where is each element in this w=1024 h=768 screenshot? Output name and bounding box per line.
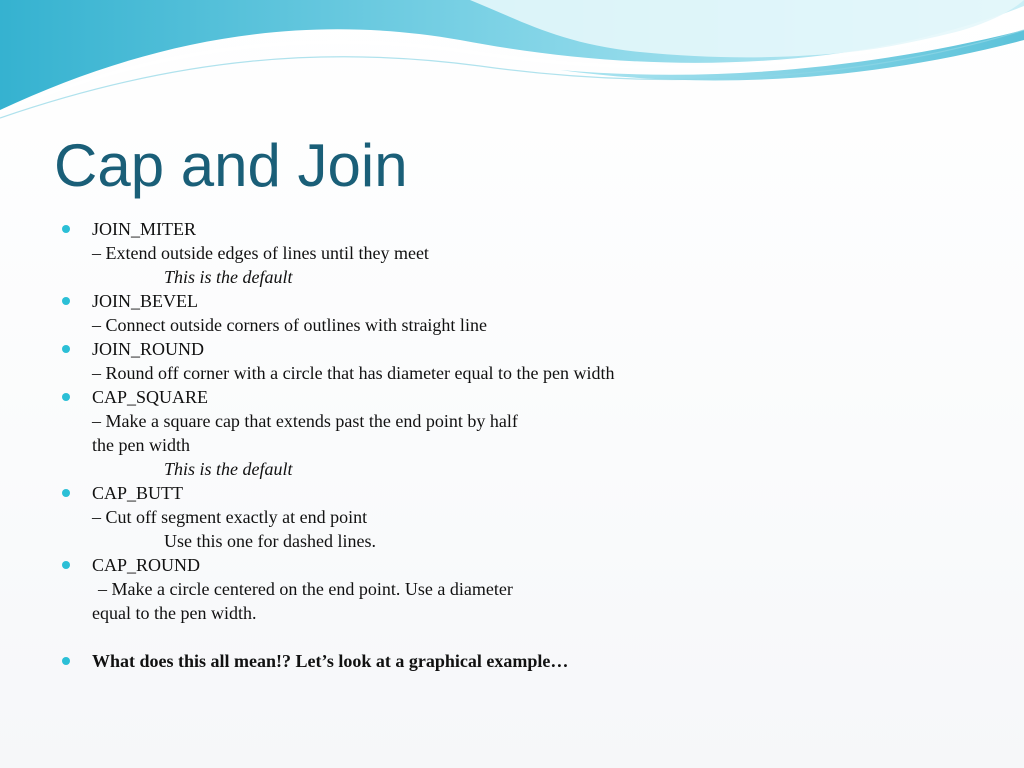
bullet-heading: CAP_SQUARE (92, 387, 209, 407)
bullet-cap-square (60, 385, 990, 481)
bullet-heading: What does this all mean!? Let’s look at a graphical example… (92, 651, 569, 671)
bullet-description-continued: equal to the pen width. (92, 603, 257, 623)
bullet-description: – Round off corner with a circle that has diameter equal to the pen width (92, 363, 615, 383)
bullet-heading: JOIN_ROUND (92, 339, 204, 359)
bullet-note: Use this one for dashed lines. (164, 531, 376, 551)
header-wave-decoration (0, 0, 1024, 130)
bullet-note: This is the default (164, 459, 293, 479)
bullet-list (60, 217, 990, 673)
bullet-description: – Make a square cap that extends past the end point by half (92, 411, 518, 431)
bullet-description: – Cut off segment exactly at end point (92, 507, 368, 527)
bullet-description: – Extend outside edges of lines until they meet (92, 243, 429, 263)
bullet-dot-icon (62, 657, 70, 665)
bullet-description: – Connect outside corners of outlines with straight line (92, 315, 487, 335)
bullet-note: This is the default (164, 267, 293, 287)
spacer (60, 625, 990, 649)
bullet-join-miter (60, 217, 990, 289)
bullet-question (60, 649, 990, 673)
bullet-dot-icon (62, 489, 70, 497)
bullet-heading: CAP_ROUND (92, 555, 201, 575)
bullet-join-round (60, 337, 990, 385)
bullet-description-continued: the pen width (92, 435, 190, 455)
bullet-heading: JOIN_BEVEL (92, 291, 198, 311)
bullet-dot-icon (62, 345, 70, 353)
bullet-dot-icon (62, 393, 70, 401)
bullet-dot-icon (62, 225, 70, 233)
bullet-description: – Make a circle centered on the end point. Use a diameter (98, 579, 513, 599)
bullet-join-bevel (60, 289, 990, 337)
bullet-heading: CAP_BUTT (92, 483, 184, 503)
bullet-cap-butt (60, 481, 990, 553)
bullet-cap-round (60, 553, 990, 625)
bullet-dot-icon (62, 561, 70, 569)
slide-title: Cap and Join (54, 132, 408, 199)
bullet-heading: JOIN_MITER (92, 219, 196, 239)
bullet-dot-icon (62, 297, 70, 305)
